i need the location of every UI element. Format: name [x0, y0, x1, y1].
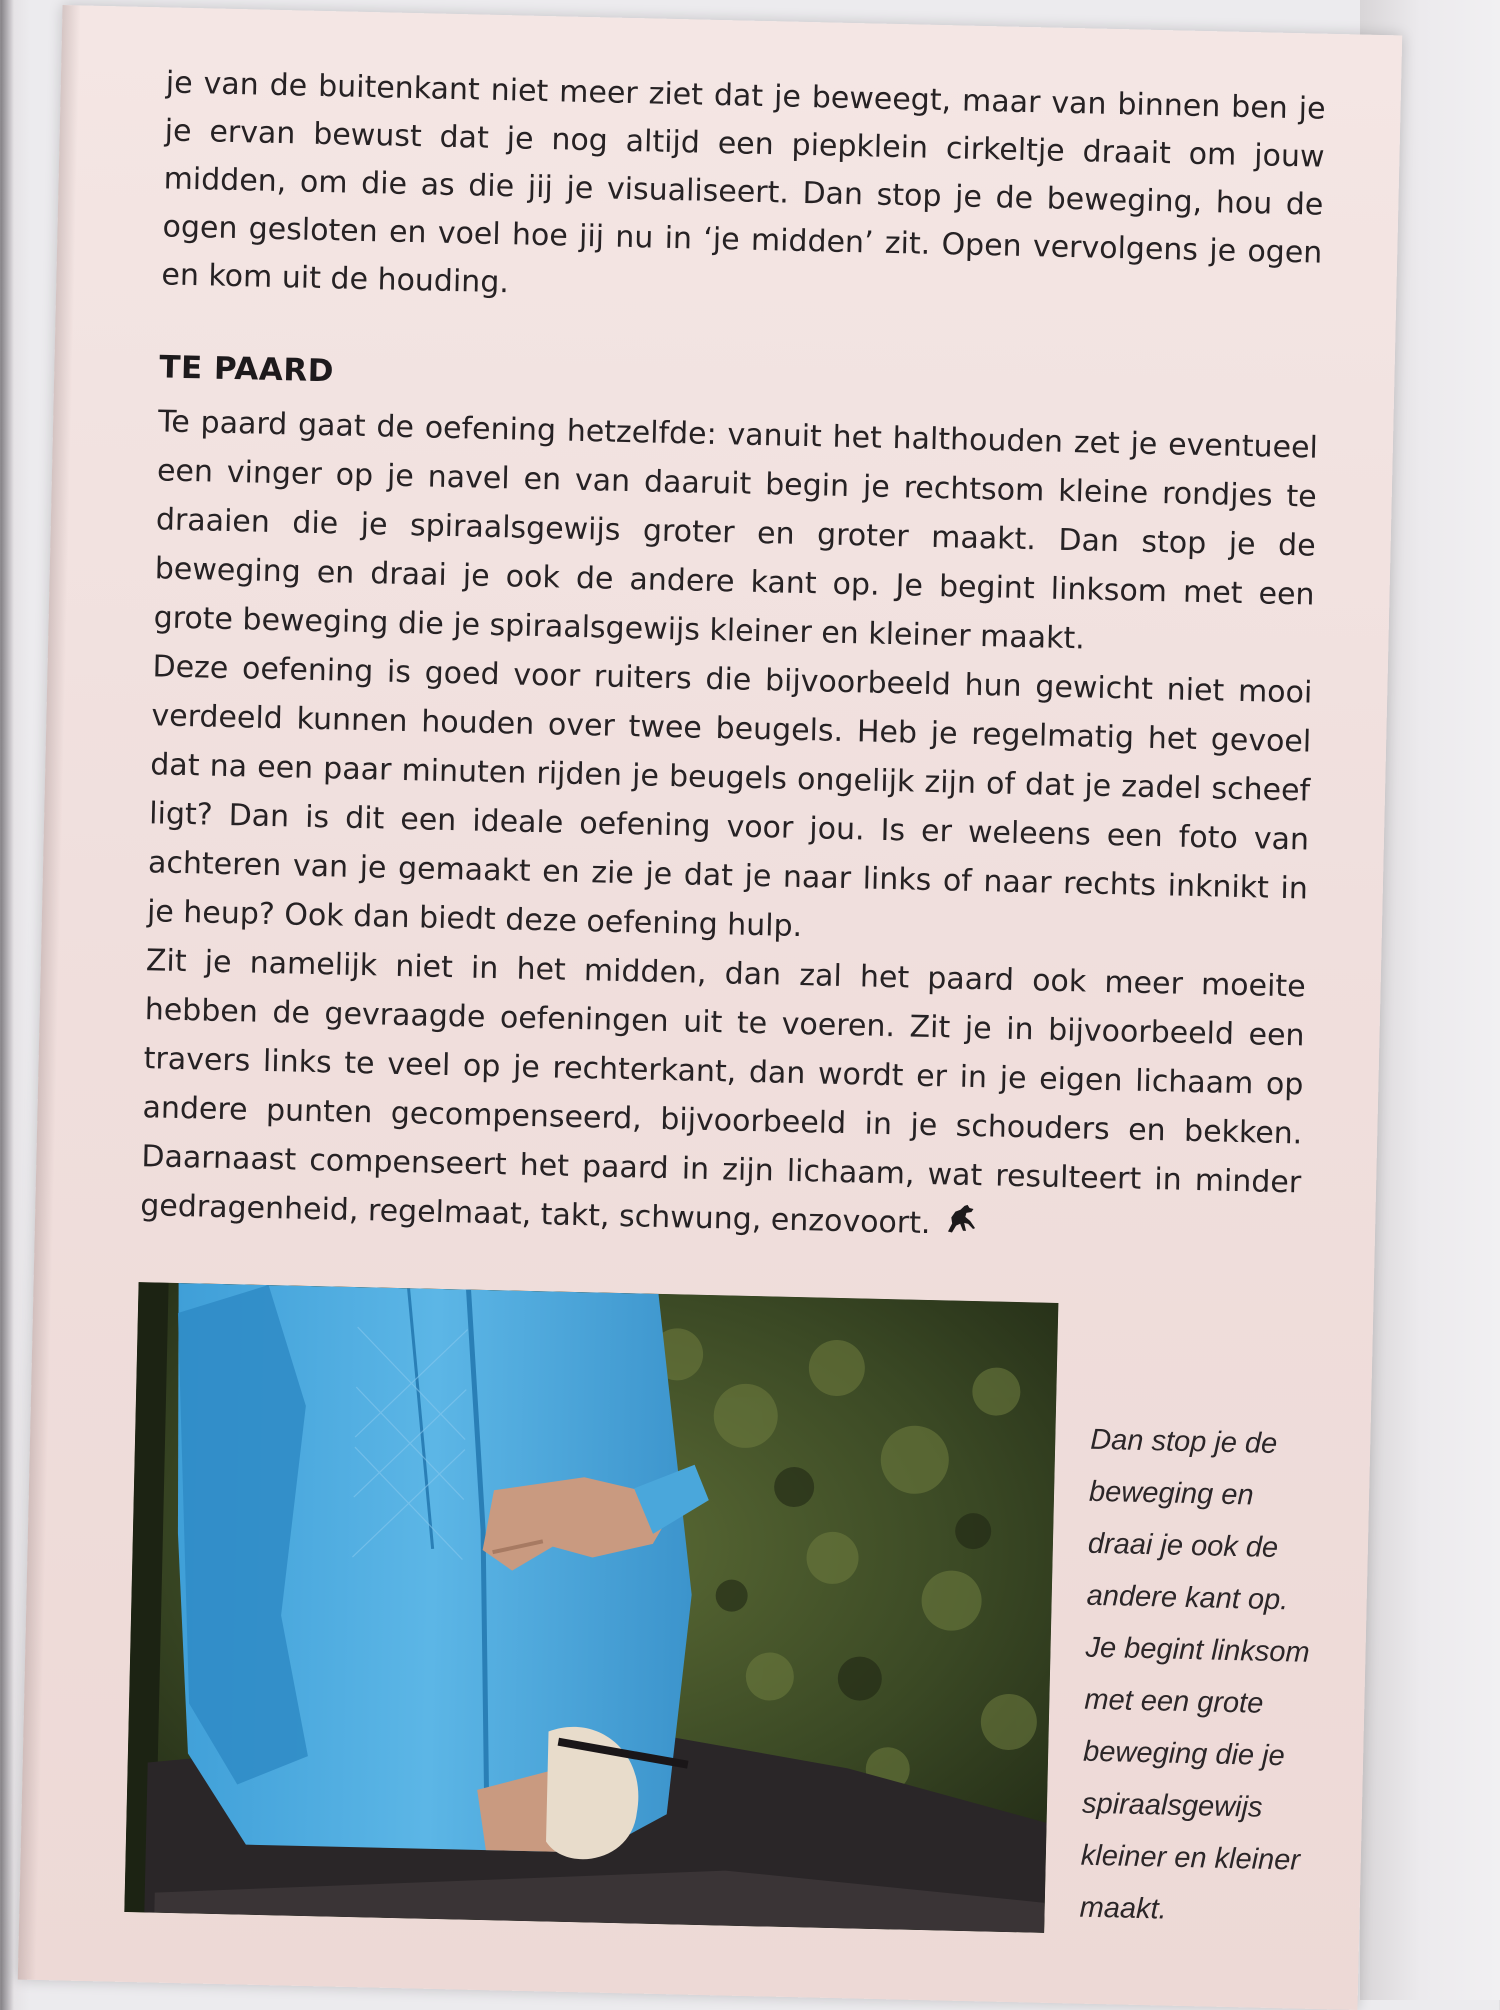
paragraph-text: Zit je namelijk niet in het midden, dan zal het paard ook meer moeite hebben de gevraagde oefeningen uit te voeren. Zit je in bijvoorbeeld een travers links te veel op je rechterkant, dan wordt er in je eigen lichaam op andere punten gecompenseerd, bijvoorbeeld in je schouders en bekken. Daarnaast compenseert het paard in zijn lichaam, wat resulteert in minder gedragenheid, regelmaat, takt, schwung, enzovoort.: [139, 943, 1307, 1242]
caption-line: met een grote: [1084, 1683, 1264, 1720]
caption-line: draai je ook de: [1087, 1527, 1279, 1565]
photo-rider-pointing-navel: [124, 1282, 1058, 1933]
section-heading: TE PAARD: [158, 349, 335, 390]
caption-line: Dan stop je de: [1089, 1423, 1278, 1460]
paragraph: Te paard gaat de oefening hetzelfde: vanuit het halthouden zet je eventueel een vinger op je navel en van daaruit begin je rechtsom kleine rondjes te draaien die je spiraalsgewijs groter en groter maakt. Dan stop je de beweging en draai je ook de andere kant op. Je begint linksom met een grote beweging die je spiraalsgewijs kleiner en kleiner maakt.: [153, 404, 1319, 657]
caption-line: kleiner en kleiner: [1080, 1839, 1301, 1877]
caption-line: maakt.: [1079, 1891, 1168, 1926]
book-page: [18, 5, 1402, 2010]
photo-caption: [1079, 1414, 1331, 1939]
caption-line: beweging en: [1088, 1475, 1254, 1512]
horse-icon: [942, 1201, 983, 1238]
intro-paragraph: je van de buitenkant niet meer ziet dat je beweegt, maar van binnen ben je je ervan bewust dat je nog altijd een piepklein cirkeltje draait om jouw midden, om die as die jij je visualiseert. Dan stop je de beweging, hou de ogen gesloten en voel hoe jij nu in ‘je midden’ zit. Open vervolgens je ogen en kom uit de houding.: [161, 65, 1326, 301]
main-text: [140, 397, 1319, 1256]
caption-line: Je begint linksom: [1085, 1631, 1310, 1669]
page-gutter-shadow: [18, 5, 81, 1980]
caption-line: spiraalsgewijs: [1081, 1787, 1263, 1824]
caption-line: beweging die je: [1082, 1735, 1286, 1773]
paragraph: [140, 936, 1306, 1256]
paragraph: Deze oefening is goed voor ruiters die bijvoorbeeld hun gewicht niet mooi verdeeld kunnen houden over twee beugels. Heb je regelmatig het gevoel dat na een paar minuten rijden je beugels ongelijk zijn of dat je zadel scheef ligt? Dan is dit een ideale oefening voor jou. Is er weleens een foto van achteren van je gemaakt en zie je dat je naar links of naar rechts inknikt in je heup? Ook dan biedt deze oefening hulp.: [146, 649, 1313, 945]
caption-line: andere kant op.: [1086, 1579, 1289, 1617]
